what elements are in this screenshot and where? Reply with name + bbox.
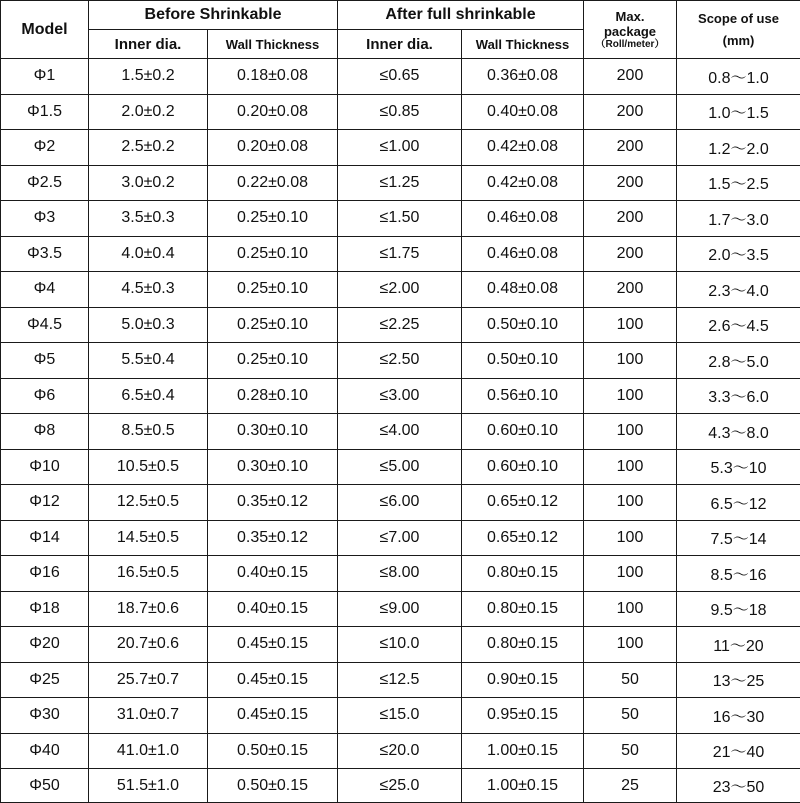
cell-before-inner-dia: 3.5±0.3 [89, 201, 208, 237]
cell-after-inner-dia: ≤1.75 [338, 236, 462, 272]
cell-before-wall-thickness: 0.45±0.15 [208, 698, 338, 734]
header-model: Model [1, 1, 89, 59]
cell-scope-of-use: 16～30 [677, 698, 800, 734]
cell-max-package: 100 [584, 343, 677, 379]
cell-max-package: 100 [584, 591, 677, 627]
table-row [1, 414, 800, 450]
cell-before-inner-dia: 4.5±0.3 [89, 272, 208, 308]
cell-after-wall-thickness: 0.50±0.10 [462, 343, 584, 379]
cell-max-package: 200 [584, 59, 677, 95]
cell-after-inner-dia: ≤0.85 [338, 94, 462, 130]
cell-before-inner-dia: 3.0±0.2 [89, 165, 208, 201]
cell-after-inner-dia: ≤25.0 [338, 769, 462, 803]
cell-max-package: 200 [584, 130, 677, 166]
cell-before-inner-dia: 4.0±0.4 [89, 236, 208, 272]
table-row [1, 201, 800, 237]
cell-model: Φ1.5 [1, 94, 89, 130]
cell-after-wall-thickness: 0.42±0.08 [462, 165, 584, 201]
table-row [1, 733, 800, 769]
cell-after-wall-thickness: 1.00±0.15 [462, 733, 584, 769]
cell-after-wall-thickness: 0.65±0.12 [462, 485, 584, 521]
table-row [1, 449, 800, 485]
cell-before-inner-dia: 10.5±0.5 [89, 449, 208, 485]
cell-before-inner-dia: 8.5±0.5 [89, 414, 208, 450]
cell-after-wall-thickness: 0.90±0.15 [462, 662, 584, 698]
cell-scope-of-use: 4.3～8.0 [677, 414, 800, 450]
cell-model: Φ5 [1, 343, 89, 379]
cell-scope-of-use: 1.0～1.5 [677, 94, 800, 130]
table-row [1, 485, 800, 521]
cell-before-inner-dia: 2.0±0.2 [89, 94, 208, 130]
cell-model: Φ16 [1, 556, 89, 592]
cell-after-inner-dia: ≤1.00 [338, 130, 462, 166]
cell-before-inner-dia: 5.0±0.3 [89, 307, 208, 343]
cell-after-inner-dia: ≤2.50 [338, 343, 462, 379]
cell-before-wall-thickness: 0.40±0.15 [208, 591, 338, 627]
cell-max-package: 50 [584, 662, 677, 698]
cell-after-wall-thickness: 1.00±0.15 [462, 769, 584, 803]
cell-model: Φ8 [1, 414, 89, 450]
cell-after-inner-dia: ≤0.65 [338, 59, 462, 95]
cell-after-inner-dia: ≤7.00 [338, 520, 462, 556]
table-body [1, 59, 800, 803]
cell-before-wall-thickness: 0.20±0.08 [208, 94, 338, 130]
cell-max-package: 100 [584, 378, 677, 414]
cell-max-package: 25 [584, 769, 677, 803]
table-row [1, 236, 800, 272]
cell-model: Φ3 [1, 201, 89, 237]
cell-max-package: 200 [584, 272, 677, 308]
cell-model: Φ40 [1, 733, 89, 769]
cell-after-inner-dia: ≤9.00 [338, 591, 462, 627]
cell-after-wall-thickness: 0.65±0.12 [462, 520, 584, 556]
cell-max-package: 100 [584, 520, 677, 556]
cell-before-inner-dia: 12.5±0.5 [89, 485, 208, 521]
cell-model: Φ14 [1, 520, 89, 556]
cell-before-inner-dia: 51.5±1.0 [89, 769, 208, 803]
cell-scope-of-use: 8.5～16 [677, 556, 800, 592]
cell-before-wall-thickness: 0.25±0.10 [208, 272, 338, 308]
cell-max-package: 200 [584, 201, 677, 237]
header-after-inner-dia: Inner dia. [338, 30, 462, 59]
header-before-wall-thickness: Wall Thickness [208, 30, 338, 59]
cell-scope-of-use: 13～25 [677, 662, 800, 698]
cell-model: Φ6 [1, 378, 89, 414]
cell-model: Φ1 [1, 59, 89, 95]
cell-before-wall-thickness: 0.45±0.15 [208, 662, 338, 698]
cell-after-inner-dia: ≤6.00 [338, 485, 462, 521]
table-row [1, 769, 800, 803]
cell-after-inner-dia: ≤1.25 [338, 165, 462, 201]
table-row [1, 591, 800, 627]
cell-max-package: 200 [584, 165, 677, 201]
header-after-wall-thickness: Wall Thickness [462, 30, 584, 59]
cell-max-package: 50 [584, 698, 677, 734]
cell-max-package: 200 [584, 236, 677, 272]
header-scope-line1: Scope of use [698, 11, 779, 26]
cell-before-inner-dia: 31.0±0.7 [89, 698, 208, 734]
cell-scope-of-use: 0.8～1.0 [677, 59, 800, 95]
cell-before-wall-thickness: 0.25±0.10 [208, 201, 338, 237]
cell-after-wall-thickness: 0.60±0.10 [462, 414, 584, 450]
cell-after-wall-thickness: 0.80±0.15 [462, 627, 584, 663]
cell-model: Φ30 [1, 698, 89, 734]
cell-after-wall-thickness: 0.42±0.08 [462, 130, 584, 166]
cell-before-wall-thickness: 0.18±0.08 [208, 59, 338, 95]
cell-scope-of-use: 21～40 [677, 733, 800, 769]
table-row [1, 94, 800, 130]
cell-max-package: 100 [584, 449, 677, 485]
cell-after-wall-thickness: 0.36±0.08 [462, 59, 584, 95]
table-row [1, 520, 800, 556]
cell-max-package: 200 [584, 94, 677, 130]
cell-before-wall-thickness: 0.35±0.12 [208, 485, 338, 521]
cell-before-wall-thickness: 0.25±0.10 [208, 343, 338, 379]
cell-scope-of-use: 7.5～14 [677, 520, 800, 556]
cell-after-wall-thickness: 0.46±0.08 [462, 201, 584, 237]
cell-after-inner-dia: ≤12.5 [338, 662, 462, 698]
cell-before-wall-thickness: 0.25±0.10 [208, 307, 338, 343]
cell-scope-of-use: 2.0～3.5 [677, 236, 800, 272]
cell-before-inner-dia: 2.5±0.2 [89, 130, 208, 166]
cell-after-inner-dia: ≤2.25 [338, 307, 462, 343]
table-row [1, 662, 800, 698]
cell-after-wall-thickness: 0.95±0.15 [462, 698, 584, 734]
cell-before-inner-dia: 20.7±0.6 [89, 627, 208, 663]
cell-max-package: 100 [584, 556, 677, 592]
cell-max-package: 100 [584, 485, 677, 521]
header-max-line2: package [604, 24, 656, 39]
cell-before-inner-dia: 25.7±0.7 [89, 662, 208, 698]
cell-scope-of-use: 23～50 [677, 769, 800, 803]
cell-after-inner-dia: ≤3.00 [338, 378, 462, 414]
table-row [1, 59, 800, 95]
cell-scope-of-use: 1.2～2.0 [677, 130, 800, 166]
header-max-line3: （Roll/meter） [584, 39, 676, 51]
cell-scope-of-use: 6.5～12 [677, 485, 800, 521]
cell-before-inner-dia: 14.5±0.5 [89, 520, 208, 556]
cell-max-package: 100 [584, 307, 677, 343]
cell-after-wall-thickness: 0.80±0.15 [462, 556, 584, 592]
cell-before-wall-thickness: 0.40±0.15 [208, 556, 338, 592]
cell-model: Φ50 [1, 769, 89, 803]
cell-scope-of-use: 2.8～5.0 [677, 343, 800, 379]
cell-scope-of-use: 3.3～6.0 [677, 378, 800, 414]
cell-max-package: 50 [584, 733, 677, 769]
table-row [1, 272, 800, 308]
cell-before-wall-thickness: 0.25±0.10 [208, 236, 338, 272]
cell-before-inner-dia: 5.5±0.4 [89, 343, 208, 379]
header-max-line1: Max. [616, 9, 645, 24]
cell-model: Φ4 [1, 272, 89, 308]
cell-scope-of-use: 5.3～10 [677, 449, 800, 485]
cell-before-wall-thickness: 0.30±0.10 [208, 414, 338, 450]
cell-scope-of-use: 11～20 [677, 627, 800, 663]
table-row [1, 165, 800, 201]
cell-scope-of-use: 9.5～18 [677, 591, 800, 627]
cell-after-wall-thickness: 0.80±0.15 [462, 591, 584, 627]
cell-after-inner-dia: ≤2.00 [338, 272, 462, 308]
table-row [1, 307, 800, 343]
cell-model: Φ10 [1, 449, 89, 485]
cell-after-inner-dia: ≤8.00 [338, 556, 462, 592]
table-header [1, 1, 800, 59]
cell-model: Φ2.5 [1, 165, 89, 201]
cell-model: Φ12 [1, 485, 89, 521]
cell-max-package: 100 [584, 627, 677, 663]
cell-before-wall-thickness: 0.28±0.10 [208, 378, 338, 414]
cell-after-inner-dia: ≤10.0 [338, 627, 462, 663]
cell-before-inner-dia: 6.5±0.4 [89, 378, 208, 414]
cell-before-wall-thickness: 0.35±0.12 [208, 520, 338, 556]
cell-after-inner-dia: ≤15.0 [338, 698, 462, 734]
cell-after-wall-thickness: 0.40±0.08 [462, 94, 584, 130]
cell-model: Φ2 [1, 130, 89, 166]
header-scope-line2: (mm) [723, 33, 755, 48]
table-row [1, 130, 800, 166]
cell-after-inner-dia: ≤5.00 [338, 449, 462, 485]
cell-scope-of-use: 1.7～3.0 [677, 201, 800, 237]
cell-model: Φ20 [1, 627, 89, 663]
cell-before-inner-dia: 41.0±1.0 [89, 733, 208, 769]
cell-before-wall-thickness: 0.22±0.08 [208, 165, 338, 201]
table-row [1, 378, 800, 414]
cell-before-inner-dia: 16.5±0.5 [89, 556, 208, 592]
cell-model: Φ4.5 [1, 307, 89, 343]
cell-before-wall-thickness: 0.50±0.15 [208, 733, 338, 769]
header-after-shrinkable: After full shrinkable [338, 1, 584, 30]
cell-before-wall-thickness: 0.45±0.15 [208, 627, 338, 663]
cell-before-inner-dia: 1.5±0.2 [89, 59, 208, 95]
cell-after-inner-dia: ≤1.50 [338, 201, 462, 237]
cell-model: Φ25 [1, 662, 89, 698]
cell-before-wall-thickness: 0.20±0.08 [208, 130, 338, 166]
table-row [1, 698, 800, 734]
cell-model: Φ18 [1, 591, 89, 627]
cell-scope-of-use: 1.5～2.5 [677, 165, 800, 201]
cell-after-inner-dia: ≤20.0 [338, 733, 462, 769]
cell-before-inner-dia: 18.7±0.6 [89, 591, 208, 627]
table-row [1, 343, 800, 379]
cell-after-inner-dia: ≤4.00 [338, 414, 462, 450]
cell-after-wall-thickness: 0.56±0.10 [462, 378, 584, 414]
cell-scope-of-use: 2.6～4.5 [677, 307, 800, 343]
header-before-inner-dia: Inner dia. [89, 30, 208, 59]
cell-before-wall-thickness: 0.50±0.15 [208, 769, 338, 803]
header-before-shrinkable: Before Shrinkable [89, 1, 338, 30]
cell-before-wall-thickness: 0.30±0.10 [208, 449, 338, 485]
cell-after-wall-thickness: 0.60±0.10 [462, 449, 584, 485]
cell-scope-of-use: 2.3～4.0 [677, 272, 800, 308]
cell-max-package: 100 [584, 414, 677, 450]
header-scope-of-use [677, 1, 800, 59]
cell-after-wall-thickness: 0.50±0.10 [462, 307, 584, 343]
cell-model: Φ3.5 [1, 236, 89, 272]
header-max-package [584, 1, 677, 59]
cell-after-wall-thickness: 0.46±0.08 [462, 236, 584, 272]
cell-after-wall-thickness: 0.48±0.08 [462, 272, 584, 308]
table-row [1, 556, 800, 592]
table-row [1, 627, 800, 663]
